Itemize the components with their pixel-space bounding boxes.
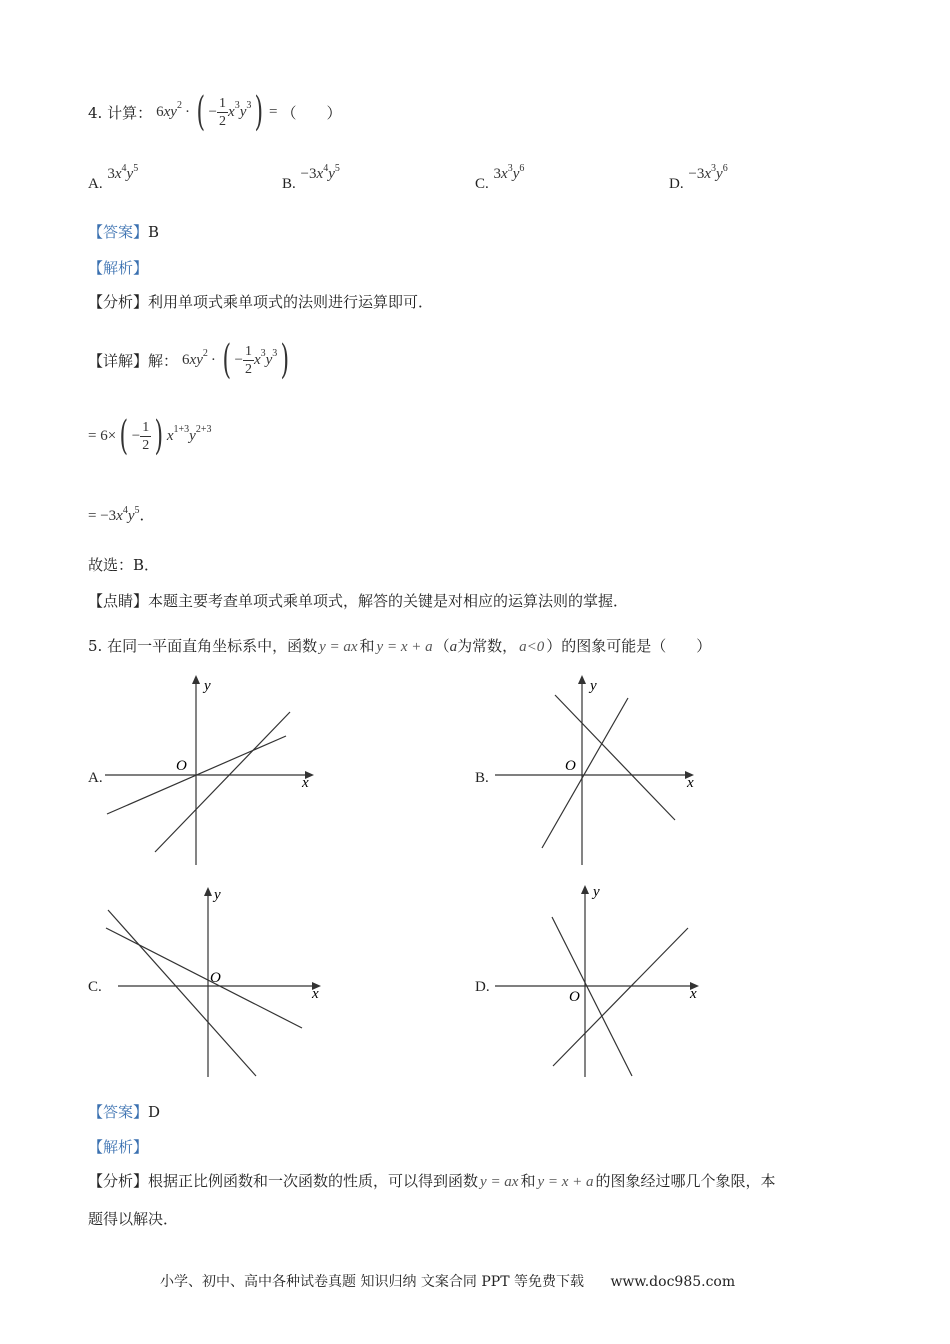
q4-x2: x — [228, 103, 235, 120]
q4-y2: y — [239, 103, 247, 120]
footer-text: 小学、初中、高中各种试卷真题 知识归纳 文案合同 PPT 等免费下载 — [160, 1274, 584, 1290]
q4-y: y — [170, 103, 177, 120]
graph-d-origin: O — [569, 989, 580, 1005]
fenxi-text: 利用单项式乘单项式的法则进行运算即可． — [148, 293, 434, 311]
q5-answer — [88, 1101, 160, 1122]
graph-b-y-label: y — [590, 678, 597, 694]
graph-c-y-arrow — [204, 887, 212, 896]
detail-lparen: ( — [222, 337, 231, 383]
q5-analysis-tag: 【解析】 — [88, 1138, 149, 1156]
q4-fenxi — [88, 291, 433, 312]
detail-tag: 【详解】 — [88, 351, 149, 370]
q4-coef: 6 — [156, 103, 164, 120]
answer-tag: 【答案】 — [88, 223, 149, 241]
q5-fenxi-cont: 题得以解决． — [88, 1210, 179, 1228]
q4-frac-den: 2 — [219, 113, 227, 129]
q4-fraction — [217, 95, 228, 130]
graph-c-y-label: y — [214, 887, 221, 903]
graph-a — [100, 670, 320, 870]
q4-step1: = 6× ( − $\frac{1}{2}$ ) x 1+3 y 2+3 — [88, 413, 212, 459]
graph-c-origin: O — [210, 970, 221, 986]
graph-label-b: B. — [475, 770, 489, 786]
q4-option-d: D. $-3x^3y^6$ — [669, 163, 728, 192]
q4-equals: = — [268, 103, 278, 120]
q4-analysis-tag: 【解析】 — [88, 259, 149, 277]
q4-answer — [88, 221, 159, 242]
graph-d — [490, 880, 710, 1080]
q5-stem: 5. 在同一平面直角坐标系中，函数 y = ax 和 y = x + a （a为常数， a<0 ）的图象可能是（ ） — [88, 637, 712, 655]
graph-a-y-label: y — [204, 678, 211, 694]
graph-label-c: C. — [88, 979, 102, 995]
graph-b-origin: O — [565, 758, 576, 774]
q4-y3-exp: 3 — [246, 99, 252, 111]
q4-frac-num: 1 — [219, 95, 227, 111]
graph-c-x-label: x — [312, 986, 319, 1002]
q4-y-exp: 2 — [176, 99, 182, 111]
graph-d-x-label: x — [690, 986, 697, 1002]
q4-blank: （ ） — [281, 103, 342, 122]
graph-d-y-label: y — [593, 884, 600, 900]
answer-value: B — [148, 223, 160, 241]
graph-label-d: D. — [475, 979, 490, 995]
q4-option-b: B. $-3x^4y^5$ — [282, 163, 340, 192]
comment-text: 本题主要考查单项式乘单项式，解答的关键是对相应的运算法则的掌握． — [148, 592, 629, 610]
q4-detail: 【详解】 解： 6 x y 2 · ( − $\frac{1}{2}$ x 3 y 3 ) — [88, 337, 290, 383]
q4-choose: 故选：B． — [88, 556, 160, 574]
graph-c-line-1 — [106, 928, 302, 1028]
step1-eq: = 6× — [88, 427, 117, 444]
graph-b-line-1 — [542, 698, 628, 848]
fenxi-tag: 【分析】 — [88, 293, 149, 311]
q4-x: x — [163, 103, 171, 120]
graph-d-line-1 — [552, 917, 632, 1076]
q4-minus: − — [208, 103, 218, 120]
q4-x-exp: 3 — [234, 99, 240, 111]
option-label: C. — [475, 176, 489, 192]
q4-lparen: ( — [196, 89, 206, 135]
fenxi-tag: 【分析】 — [88, 1172, 149, 1190]
q4-rparen: ) — [254, 89, 264, 135]
q4-option-c: C. $3x^3y^6$ — [475, 163, 525, 192]
q5-func1: y = ax — [319, 639, 358, 655]
q4-step2: = $-3x^4y^5$． — [88, 505, 155, 524]
q4-stem — [88, 89, 342, 135]
detail-text: 解： — [148, 351, 179, 370]
comment-tag: 【点睛】 — [88, 592, 149, 610]
option-label: B. — [282, 176, 296, 192]
q5-fenxi: 【分析】根据正比例函数和一次函数的性质，可以得到函数 y = ax 和 y = x + a 的图象经过哪几个象限，本 — [88, 1172, 776, 1190]
q4-dot: · — [184, 103, 190, 120]
graph-d-y-arrow — [581, 885, 589, 894]
q4-prefix: 4. 计算： — [88, 103, 153, 122]
detail-rparen: ) — [280, 337, 290, 383]
page-footer — [160, 1271, 735, 1291]
graph-a-x-label: x — [302, 775, 309, 791]
detail-fraction: $\frac{1}{2}$ — [244, 343, 252, 377]
graph-a-line-2 — [155, 712, 290, 852]
graph-b-y-arrow — [578, 675, 586, 684]
answer-tag: 【答案】 — [88, 1103, 149, 1121]
graph-label-a: A. — [88, 770, 103, 786]
footer-site-link[interactable]: www.doc985.com — [610, 1274, 736, 1290]
graph-c — [100, 880, 330, 1080]
q5-func2: y = x + a — [376, 639, 433, 655]
answer-value: D — [148, 1103, 161, 1121]
q4-option-a: A. $3x^4y^5$ — [88, 163, 139, 192]
option-label: D. — [669, 176, 684, 192]
graph-a-origin: O — [176, 758, 187, 774]
graph-b — [490, 670, 710, 870]
q4-comment — [88, 590, 628, 611]
option-label: A. — [88, 176, 103, 192]
graph-a-y-arrow — [192, 675, 200, 684]
graph-b-x-label: x — [687, 775, 694, 791]
